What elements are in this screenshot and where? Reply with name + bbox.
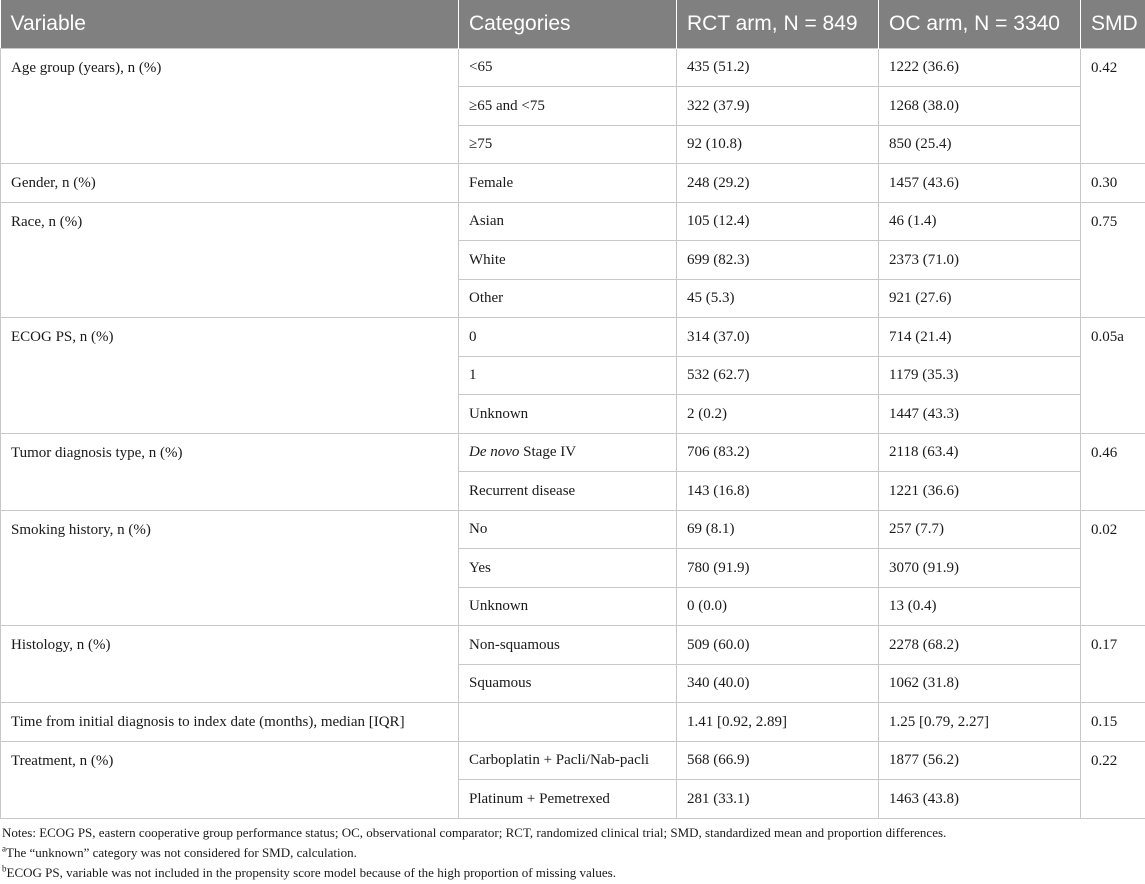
category-cell: Unknown	[459, 587, 677, 626]
category-cell: Asian	[459, 202, 677, 241]
note-a-marker: a	[2, 843, 6, 854]
rct-value-cell: 706 (83.2)	[677, 433, 879, 472]
category-cell	[459, 703, 677, 742]
table-row	[1, 510, 1145, 549]
smd-cell: 0.46	[1081, 433, 1145, 510]
table-row	[1, 318, 1145, 357]
header-rct-arm: RCT arm, N = 849	[677, 0, 879, 48]
oc-value-cell: 1.25 [0.79, 2.27]	[879, 703, 1081, 742]
oc-value-cell: 921 (27.6)	[879, 279, 1081, 318]
category-cell: Female	[459, 164, 677, 203]
oc-value-cell: 1877 (56.2)	[879, 741, 1081, 780]
rct-value-cell: 780 (91.9)	[677, 549, 879, 588]
category-cell	[459, 433, 677, 472]
header-oc-arm: OC arm, N = 3340	[879, 0, 1081, 48]
category-cell: No	[459, 510, 677, 549]
notes-abbreviations: Notes: ECOG PS, eastern cooperative group performance status; OC, observational comparator; RCT, randomized clinical trial; SMD, standardized mean and proportion differences.	[2, 825, 947, 840]
rct-value-cell: 69 (8.1)	[677, 510, 879, 549]
oc-value-cell: 1463 (43.8)	[879, 780, 1081, 819]
category-cell: 1	[459, 356, 677, 395]
smd-cell: 0.42	[1081, 48, 1145, 164]
rct-value-cell: 568 (66.9)	[677, 741, 879, 780]
rct-value-cell: 92 (10.8)	[677, 125, 879, 164]
header-categories: Categories	[459, 0, 677, 48]
table-notes	[2, 823, 1142, 883]
rct-value-cell: 532 (62.7)	[677, 356, 879, 395]
table-row	[1, 626, 1145, 665]
rct-value-cell: 105 (12.4)	[677, 202, 879, 241]
smd-cell: 0.02	[1081, 510, 1145, 626]
category-cell: Unknown	[459, 395, 677, 434]
category-cell: Squamous	[459, 664, 677, 703]
oc-value-cell: 1179 (35.3)	[879, 356, 1081, 395]
rct-value-cell: 699 (82.3)	[677, 241, 879, 280]
table-row	[1, 741, 1145, 780]
smd-cell: 0.15	[1081, 703, 1145, 742]
table-body	[1, 48, 1145, 818]
rct-value-cell: 340 (40.0)	[677, 664, 879, 703]
oc-value-cell: 1457 (43.6)	[879, 164, 1081, 203]
rct-value-cell: 314 (37.0)	[677, 318, 879, 357]
note-a-text: The “unknown” category was not considered for SMD, calculation.	[6, 845, 357, 860]
rct-value-cell: 1.41 [0.92, 2.89]	[677, 703, 879, 742]
variable-cell: Treatment, n (%)	[1, 741, 459, 818]
oc-value-cell: 1222 (36.6)	[879, 48, 1081, 87]
category-text: Stage IV	[519, 444, 577, 461]
header-variable: Variable	[1, 0, 459, 48]
rct-value-cell: 248 (29.2)	[677, 164, 879, 203]
oc-value-cell: 1062 (31.8)	[879, 664, 1081, 703]
oc-value-cell: 3070 (91.9)	[879, 549, 1081, 588]
smd-cell: 0.05a	[1081, 318, 1145, 434]
rct-value-cell: 509 (60.0)	[677, 626, 879, 665]
category-cell: 0	[459, 318, 677, 357]
smd-cell: 0.75	[1081, 202, 1145, 318]
category-cell: Platinum + Pemetrexed	[459, 780, 677, 819]
table-header-row	[1, 0, 1145, 48]
table-row	[1, 48, 1145, 87]
smd-cell: 0.22	[1081, 741, 1145, 818]
table-row	[1, 703, 1145, 742]
category-cell: Non-squamous	[459, 626, 677, 665]
rct-value-cell: 435 (51.2)	[677, 48, 879, 87]
table-row	[1, 202, 1145, 241]
rct-value-cell: 322 (37.9)	[677, 87, 879, 126]
table-row	[1, 433, 1145, 472]
rct-value-cell: 45 (5.3)	[677, 279, 879, 318]
category-cell: ≥75	[459, 125, 677, 164]
rct-value-cell: 143 (16.8)	[677, 472, 879, 511]
category-cell: Carboplatin + Pacli/Nab-pacli	[459, 741, 677, 780]
oc-value-cell: 2118 (63.4)	[879, 433, 1081, 472]
oc-value-cell: 257 (7.7)	[879, 510, 1081, 549]
oc-value-cell: 46 (1.4)	[879, 202, 1081, 241]
category-cell: Yes	[459, 549, 677, 588]
variable-cell: Race, n (%)	[1, 202, 459, 318]
variable-cell: Age group (years), n (%)	[1, 48, 459, 164]
rct-value-cell: 2 (0.2)	[677, 395, 879, 434]
oc-value-cell: 13 (0.4)	[879, 587, 1081, 626]
category-cell: ≥65 and <75	[459, 87, 677, 126]
note-b	[2, 863, 1142, 883]
oc-value-cell: 1221 (36.6)	[879, 472, 1081, 511]
rct-value-cell: 0 (0.0)	[677, 587, 879, 626]
variable-cell: Smoking history, n (%)	[1, 510, 459, 626]
variable-cell: Tumor diagnosis type, n (%)	[1, 433, 459, 510]
variable-cell: Time from initial diagnosis to index date (months), median [IQR]	[1, 703, 459, 742]
oc-value-cell: 1447 (43.3)	[879, 395, 1081, 434]
note-b-text: ECOG PS, variable was not included in the propensity score model because of the high proportion of missing values.	[6, 865, 616, 880]
oc-value-cell: 714 (21.4)	[879, 318, 1081, 357]
oc-value-cell: 850 (25.4)	[879, 125, 1081, 164]
variable-cell: Gender, n (%)	[1, 164, 459, 203]
oc-value-cell: 2373 (71.0)	[879, 241, 1081, 280]
rct-value-cell: 281 (33.1)	[677, 780, 879, 819]
note-a	[2, 843, 1142, 863]
smd-cell: 0.17	[1081, 626, 1145, 703]
header-smd: SMD	[1081, 0, 1145, 48]
oc-value-cell: 1268 (38.0)	[879, 87, 1081, 126]
variable-cell: ECOG PS, n (%)	[1, 318, 459, 434]
variable-cell: Histology, n (%)	[1, 626, 459, 703]
category-cell: White	[459, 241, 677, 280]
category-cell: <65	[459, 48, 677, 87]
category-italic-text: De novo	[469, 444, 520, 461]
smd-cell: 0.30	[1081, 164, 1145, 203]
oc-value-cell: 2278 (68.2)	[879, 626, 1081, 665]
table-row	[1, 164, 1145, 203]
category-cell: Recurrent disease	[459, 472, 677, 511]
note-b-marker: b	[2, 863, 7, 874]
category-cell: Other	[459, 279, 677, 318]
